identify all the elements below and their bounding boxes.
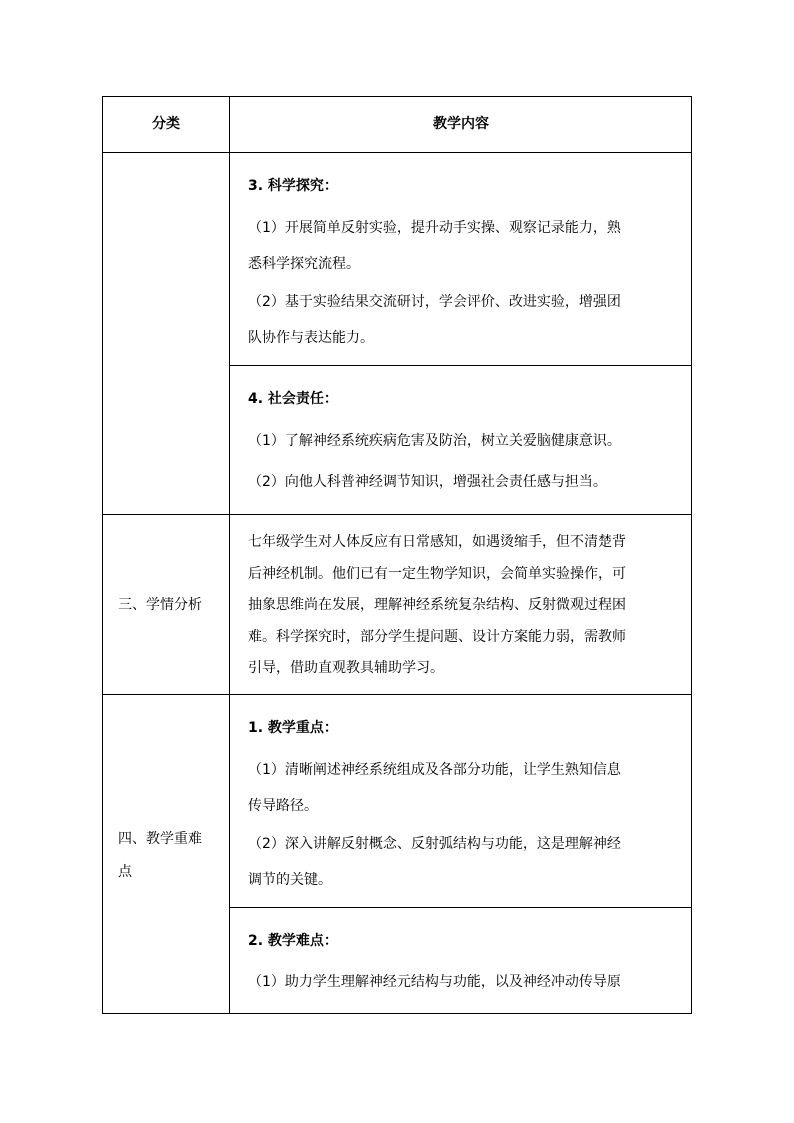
content-line: 七年级学生对人体反应有日常感知，如遇烫缩手，但不清楚背	[248, 534, 626, 550]
row-divider	[229, 365, 691, 366]
content-line: （2）向他人科普神经调节知识，增强社会责任感与担当。	[248, 474, 607, 490]
category-label: 点	[118, 864, 132, 880]
header-divider	[103, 152, 691, 153]
content-line: 后神经机制。他们已有一定生物学知识，会简单实验操作，可	[248, 566, 626, 582]
content-line: 调节的关键。	[248, 872, 332, 888]
content-line: （1）了解神经系统疾病危害及防治，树立关爱脑健康意识。	[248, 433, 621, 449]
category-label: 四、教学重难	[118, 831, 202, 847]
block-heading: 4. 社会责任：	[248, 391, 338, 407]
row-divider	[103, 514, 691, 515]
content-line: （2）深入讲解反射概念、反射弧结构与功能，这是理解神经	[248, 836, 621, 852]
row-divider	[103, 694, 691, 695]
content-line: 抽象思维尚在发展，理解神经系统复杂结构、反射微观过程困	[248, 597, 626, 613]
row-divider	[229, 907, 691, 908]
content-line: 引导，借助直观教具辅助学习。	[248, 660, 444, 676]
content-line: （2）基于实验结果交流研讨，学会评价、改进实验，增强团	[248, 294, 621, 310]
block-heading: 1. 教学重点：	[248, 720, 338, 736]
content-line: 传导路径。	[248, 798, 318, 814]
content-line: 队协作与表达能力。	[248, 330, 374, 346]
content-line: 悉科学探究流程。	[248, 256, 360, 272]
content-line: （1）清晰阐述神经系统组成及各部分功能，让学生熟知信息	[248, 762, 621, 778]
content-line: （1）开展简单反射实验，提升动手实操、观察记录能力，熟	[248, 220, 621, 236]
block-heading: 3. 科学探究：	[248, 178, 338, 194]
content-line: 难。科学探究时，部分学生提问题、设计方案能力弱，需教师	[248, 629, 626, 645]
content-table	[102, 96, 692, 1014]
category-label: 三、学情分析	[118, 597, 202, 613]
header-category: 分类	[152, 116, 180, 132]
column-divider	[229, 97, 230, 1013]
block-heading: 2. 教学难点：	[248, 933, 338, 949]
header-content: 教学内容	[433, 116, 489, 132]
content-line: （1）助力学生理解神经元结构与功能，以及神经冲动传导原	[248, 974, 621, 990]
